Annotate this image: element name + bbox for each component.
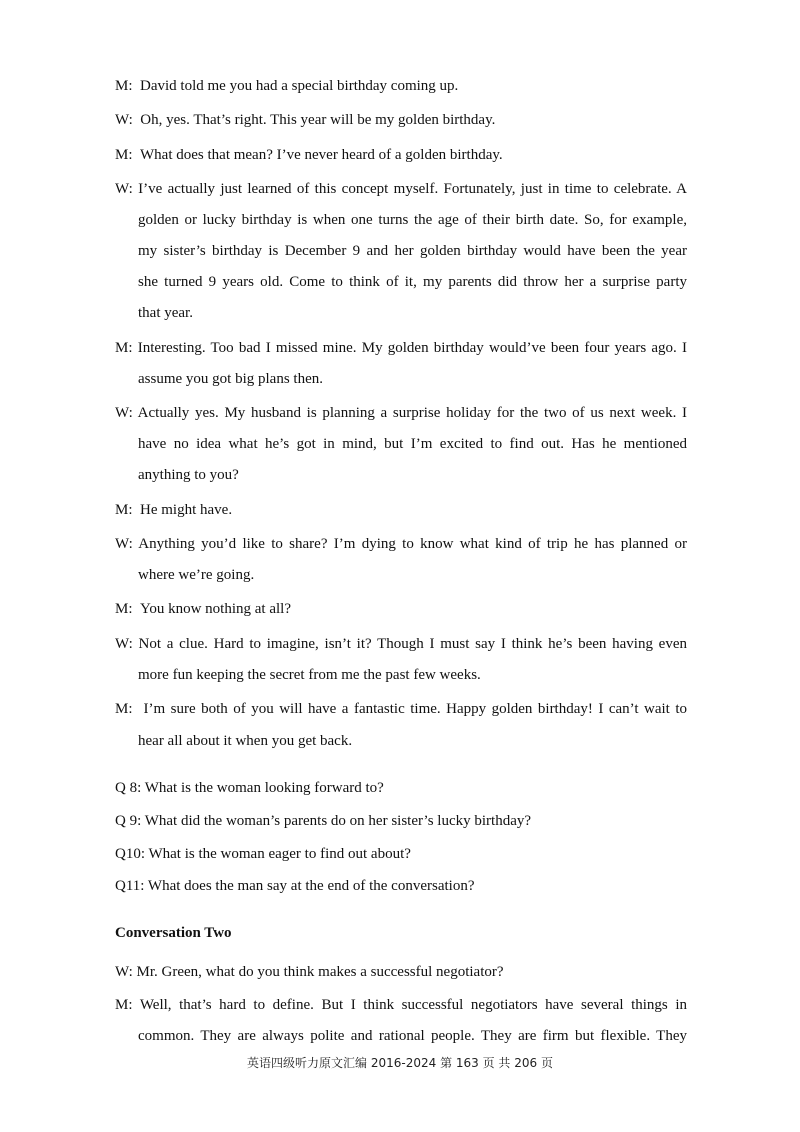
dialogue-line-continuation: hear all about it when you get back. bbox=[138, 733, 353, 749]
dialogue-line-continuation: she turned 9 years old. Come to think of it, my parents did throw her a surprise party bbox=[138, 274, 687, 290]
dialogue-line-continuation: have no idea what he’s got in mind, but I’m excited to find out. Has he mentioned bbox=[138, 436, 687, 452]
page-footer: 英语四级听力原文汇编 2016-2024 第 163 页 共 206 页 bbox=[247, 1056, 553, 1070]
dialogue-line: W: Not a clue. Hard to imagine, isn’t it? Though I must say I think he’s been having even bbox=[115, 636, 687, 652]
dialogue-line-continuation: more fun keeping the secret from me the past few weeks. bbox=[138, 667, 481, 683]
dialogue-line-continuation: my sister’s birthday is December 9 and her golden birthday would have been the year bbox=[138, 243, 687, 259]
dialogue-line-continuation: where we’re going. bbox=[138, 567, 255, 583]
section-heading: Conversation Two bbox=[115, 925, 232, 941]
dialogue-line: W: Mr. Green, what do you think makes a successful negotiator? bbox=[115, 964, 504, 980]
dialogue-line: W: Anything you’d like to share? I’m dying to know what kind of trip he has planned or bbox=[115, 536, 687, 552]
dialogue-line-continuation: anything to you? bbox=[138, 467, 239, 483]
dialogue-line-continuation: common. They are always polite and rational people. They are firm but flexible. They bbox=[138, 1028, 687, 1044]
dialogue-line-continuation: assume you got big plans then. bbox=[138, 371, 323, 387]
dialogue-line: W: Oh, yes. That’s right. This year will be my golden birthday. bbox=[115, 112, 496, 128]
dialogue-line-continuation: golden or lucky birthday is when one turns the age of their birth date. So, for example, bbox=[138, 212, 687, 228]
dialogue-line: M: David told me you had a special birthday coming up. bbox=[115, 78, 459, 94]
dialogue-line: M: Interesting. Too bad I missed mine. My golden birthday would’ve been four years ago. I bbox=[115, 340, 687, 356]
question-line: Q11: What does the man say at the end of the conversation? bbox=[115, 878, 475, 894]
dialogue-line: M: Well, that’s hard to define. But I think successful negotiators have several things in bbox=[115, 997, 687, 1013]
question-line: Q10: What is the woman eager to find out about? bbox=[115, 846, 411, 862]
dialogue-line: W: Actually yes. My husband is planning a surprise holiday for the two of us next week. I bbox=[115, 405, 687, 421]
dialogue-line-continuation: that year. bbox=[138, 305, 193, 321]
dialogue-line: W: I’ve actually just learned of this concept myself. Fortunately, just in time to celebrate. A bbox=[115, 181, 687, 197]
dialogue-line: M: I’m sure both of you will have a fantastic time. Happy golden birthday! I can’t wait to bbox=[115, 701, 687, 717]
question-line: Q 8: What is the woman looking forward to? bbox=[115, 780, 384, 796]
dialogue-line: M: He might have. bbox=[115, 502, 233, 518]
dialogue-line: M: What does that mean? I’ve never heard of a golden birthday. bbox=[115, 147, 503, 163]
question-line: Q 9: What did the woman’s parents do on her sister’s lucky birthday? bbox=[115, 813, 532, 829]
dialogue-line: M: You know nothing at all? bbox=[115, 601, 291, 617]
